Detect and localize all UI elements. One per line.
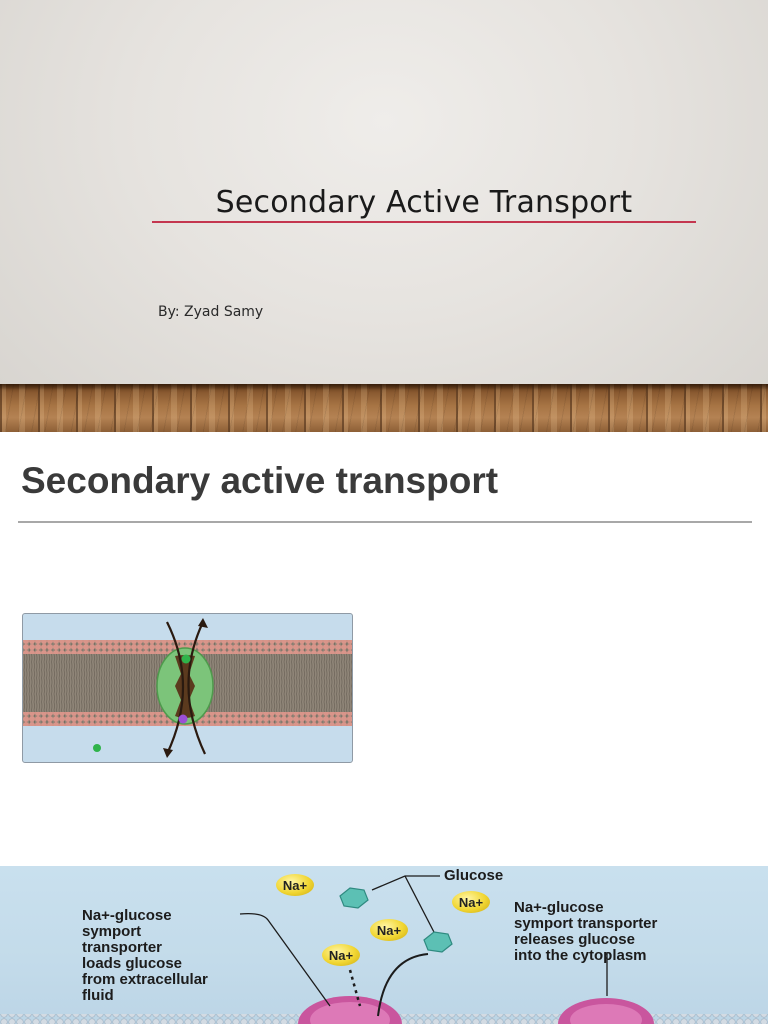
glucose-label: Glucose (444, 867, 504, 884)
left-caption-line: loads glucose (82, 955, 183, 972)
sodium-ion: Na+ (276, 874, 314, 896)
membrane-illustration (23, 614, 353, 763)
left-caption-line: fluid (82, 987, 114, 1004)
slide-heading: Secondary active transport (21, 460, 499, 501)
title-slide (0, 0, 768, 432)
left-caption-line: symport (82, 923, 142, 940)
left-caption-line: transporter (82, 939, 163, 956)
left-caption-line: Na+-glucose (82, 907, 172, 924)
heading-divider (18, 521, 752, 523)
right-caption-line: Na+-glucose (514, 899, 604, 916)
symport-diagram-slide (0, 866, 768, 1024)
right-caption-line: releases glucose (514, 931, 635, 948)
sodium-ion: Na+ (322, 944, 360, 966)
author-line: By: Zyad Samy (158, 304, 264, 320)
membrane-symporter-diagram (22, 613, 353, 763)
left-caption-line: from extracellular (82, 971, 208, 988)
right-caption-line: into the cytoplasm (514, 947, 647, 964)
right-caption-line: symport transporter (514, 915, 658, 932)
title-underline (152, 221, 696, 223)
content-slide (0, 432, 768, 864)
sodium-ion: Na+ (452, 891, 490, 913)
wood-floor-decoration (0, 384, 768, 432)
sodium-ion: Na+ (370, 919, 408, 941)
slide-title: Secondary Active Transport (215, 185, 633, 220)
